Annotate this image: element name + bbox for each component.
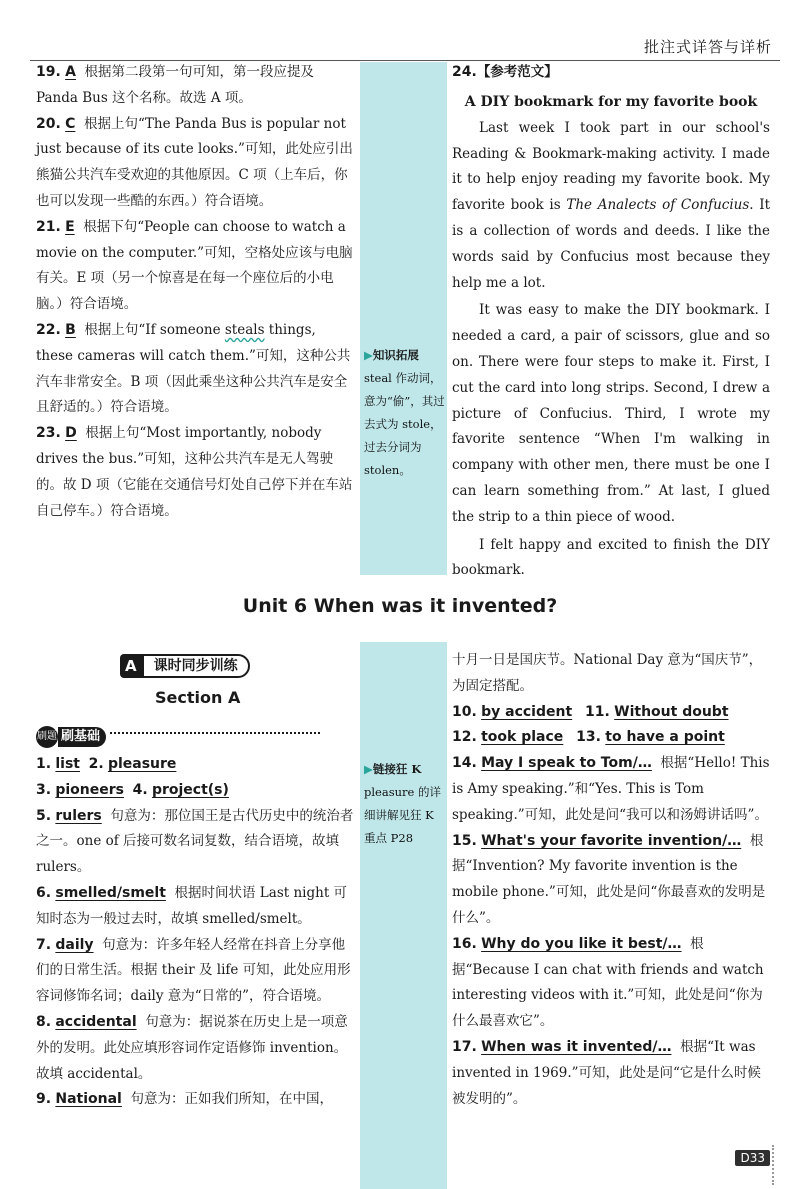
answer-22: 22. B 根据上句“If someone steals things, these cameras will catch them.”可知，这种公共汽车非常安全。B 项（因此乘坐这种公共汽车是安全且舒适的。）符合语境。: [36, 321, 351, 416]
essay-paragraph-2: It was easy to make the DIY bookmark. I needed a card, a pair of scissors, glue and so on. There were four steps to make it. First, I cut the card into long strips. Second, I drew a picture of Confucius. Third, I wrote my favorite sentence “When I'm walking in company with other men, there must be one I can learn something from.” At last, I glued the strip to a thin piece of wood.: [452, 302, 770, 525]
answer-17: 17. When was it invented/… 根据“It was invented in 1969.”可知，此处是问“它是什么时候被发明的”。: [452, 1038, 761, 1107]
practice-header: [120, 654, 270, 678]
margin-strip-top: [360, 62, 447, 575]
side-note-body: pleasure 的详细讲解见狂 K 重点 P28: [364, 785, 441, 845]
essay-label: 24.【参考范文】: [452, 64, 558, 80]
basics-label: 刷基础: [58, 727, 106, 747]
answer-23: 23. D 根据上句“Most importantly, nobody drives the bus.”可知，这种公共汽车是无人驾驶的。故 D 项（它能在交通信号灯处自己停下并在车站自己停车。）符合语境。: [36, 425, 353, 519]
side-note-head: ▶链接狂 K: [364, 762, 422, 776]
answer-8: 8. accidental 句意为：据说茶在历史上是一项意外的发明。此处应填形容词作定语修饰 invention。故填 accidental。: [36, 1013, 348, 1082]
answer-21: 21. E 根据下句“People can choose to watch a movie on the computer.”可知，空格处应该与电脑有关。E 项（另一个惊喜是在每一个座位后的小电脑。）符合语境。: [36, 218, 353, 313]
unit-title: Unit 6 When was it invented?: [242, 595, 558, 617]
essay-paragraph-1: Last week I took part in our school's Reading & Bookmark-making activity. I made it to help enjoy reading my favorite book. My favorite book is The Analects of Confucius. It is a collection of words and deeds. I like the words said by Confucius most because they help me a lot.: [452, 119, 771, 291]
answer-row-1-2: 1. list 2. pleasure: [36, 756, 177, 772]
answer-16: 16. Why do you like it best/… 根据“Because I can chat with friends and watch interesting videos with it.”可知，此处是问“你为什么最喜欢它”。: [452, 935, 764, 1030]
page-header-title: 批注式详答与详析: [643, 38, 772, 56]
answer-15: 15. What's your favorite invention/… 根据“Invention? My favorite invention is the mobile phone.”可知，此处是问“你最喜欢的发明是什么”。: [452, 832, 766, 926]
essay-title: A DIY bookmark for my favorite book: [464, 93, 758, 110]
answer-20: 20. C 根据上句“The Panda Bus is popular not just because of its cute looks.”可知，此处应引出熊猫公共汽车受欢迎的其他原因。C 项（上车后，你也可以发现一些酷的东西。）符合语境。: [36, 115, 353, 209]
side-note-knowledge: [364, 344, 446, 482]
bottom-right-answers: [452, 648, 770, 1112]
margin-strip-bottom: [360, 642, 447, 1189]
bottom-left-answers: [36, 752, 354, 1113]
side-note-body: steal 作动词，意为“偷”，其过去式为 stole，过去分词为 stolen。: [364, 371, 445, 477]
side-note-head: ▶知识拓展: [364, 348, 419, 362]
answer-row-10-11: 10. by accident 11. Without doubt: [452, 703, 729, 720]
answer-6: 6. smelled/smelt 根据时间状语 Last night 可知时态为一般过去时，故填 smelled/smelt。: [36, 884, 348, 927]
section-title: Section A: [155, 688, 241, 707]
arrow-right-icon: ▶: [364, 348, 373, 362]
answer-row-12-13: 12. took place 13. to have a point: [452, 729, 725, 746]
page-number: D33: [735, 1150, 770, 1166]
answer-7: 7. daily 句意为：许多年轻人经常在抖音上分享他们的日常生活。根据 their 及 life 可知，此处应用形容词修饰名词；daily 意为“日常的”，符合语境。: [36, 936, 351, 1005]
page-corner-decoration: [772, 1145, 794, 1185]
basics-header: [36, 726, 354, 750]
answer-row-3-4: 3. pioneers 4. project(s): [36, 781, 229, 798]
practice-badge: A: [120, 654, 142, 678]
practice-label: 课时同步训练: [142, 654, 250, 678]
essay-section: [452, 60, 770, 584]
arrow-right-icon: ▶: [364, 762, 373, 776]
wavy-keyword: steals: [224, 321, 265, 338]
answer-9-continued: 十月一日是国庆节。National Day 意为“国庆节”，为固定搭配。: [452, 652, 763, 694]
answer-9: 9. National 句意为：正如我们所知，在中国，: [36, 1091, 333, 1108]
top-left-answers: [36, 60, 354, 524]
brush-icon: 刷题: [36, 726, 58, 748]
answer-14: 14. May I speak to Tom/… 根据“Hello! This is Amy speaking.”和“Yes. This is Tom speaking.”可知，此处是问“我可以和汤姆讲话吗”。: [452, 755, 770, 823]
dotted-divider: [110, 732, 320, 734]
essay-paragraph-3: I felt happy and excited to finish the DIY bookmark.: [452, 536, 770, 579]
answer-5: 5. rulers 句意为：那位国王是古代历史中的统治者之一。one of 后接可数名词复数，结合语境，故填 rulers。: [36, 807, 354, 876]
side-note-link: [364, 758, 446, 850]
answer-19: 19. A 根据第二段第一句可知，第一段应提及 Panda Bus 这个名称。故选 A 项。: [36, 64, 315, 106]
